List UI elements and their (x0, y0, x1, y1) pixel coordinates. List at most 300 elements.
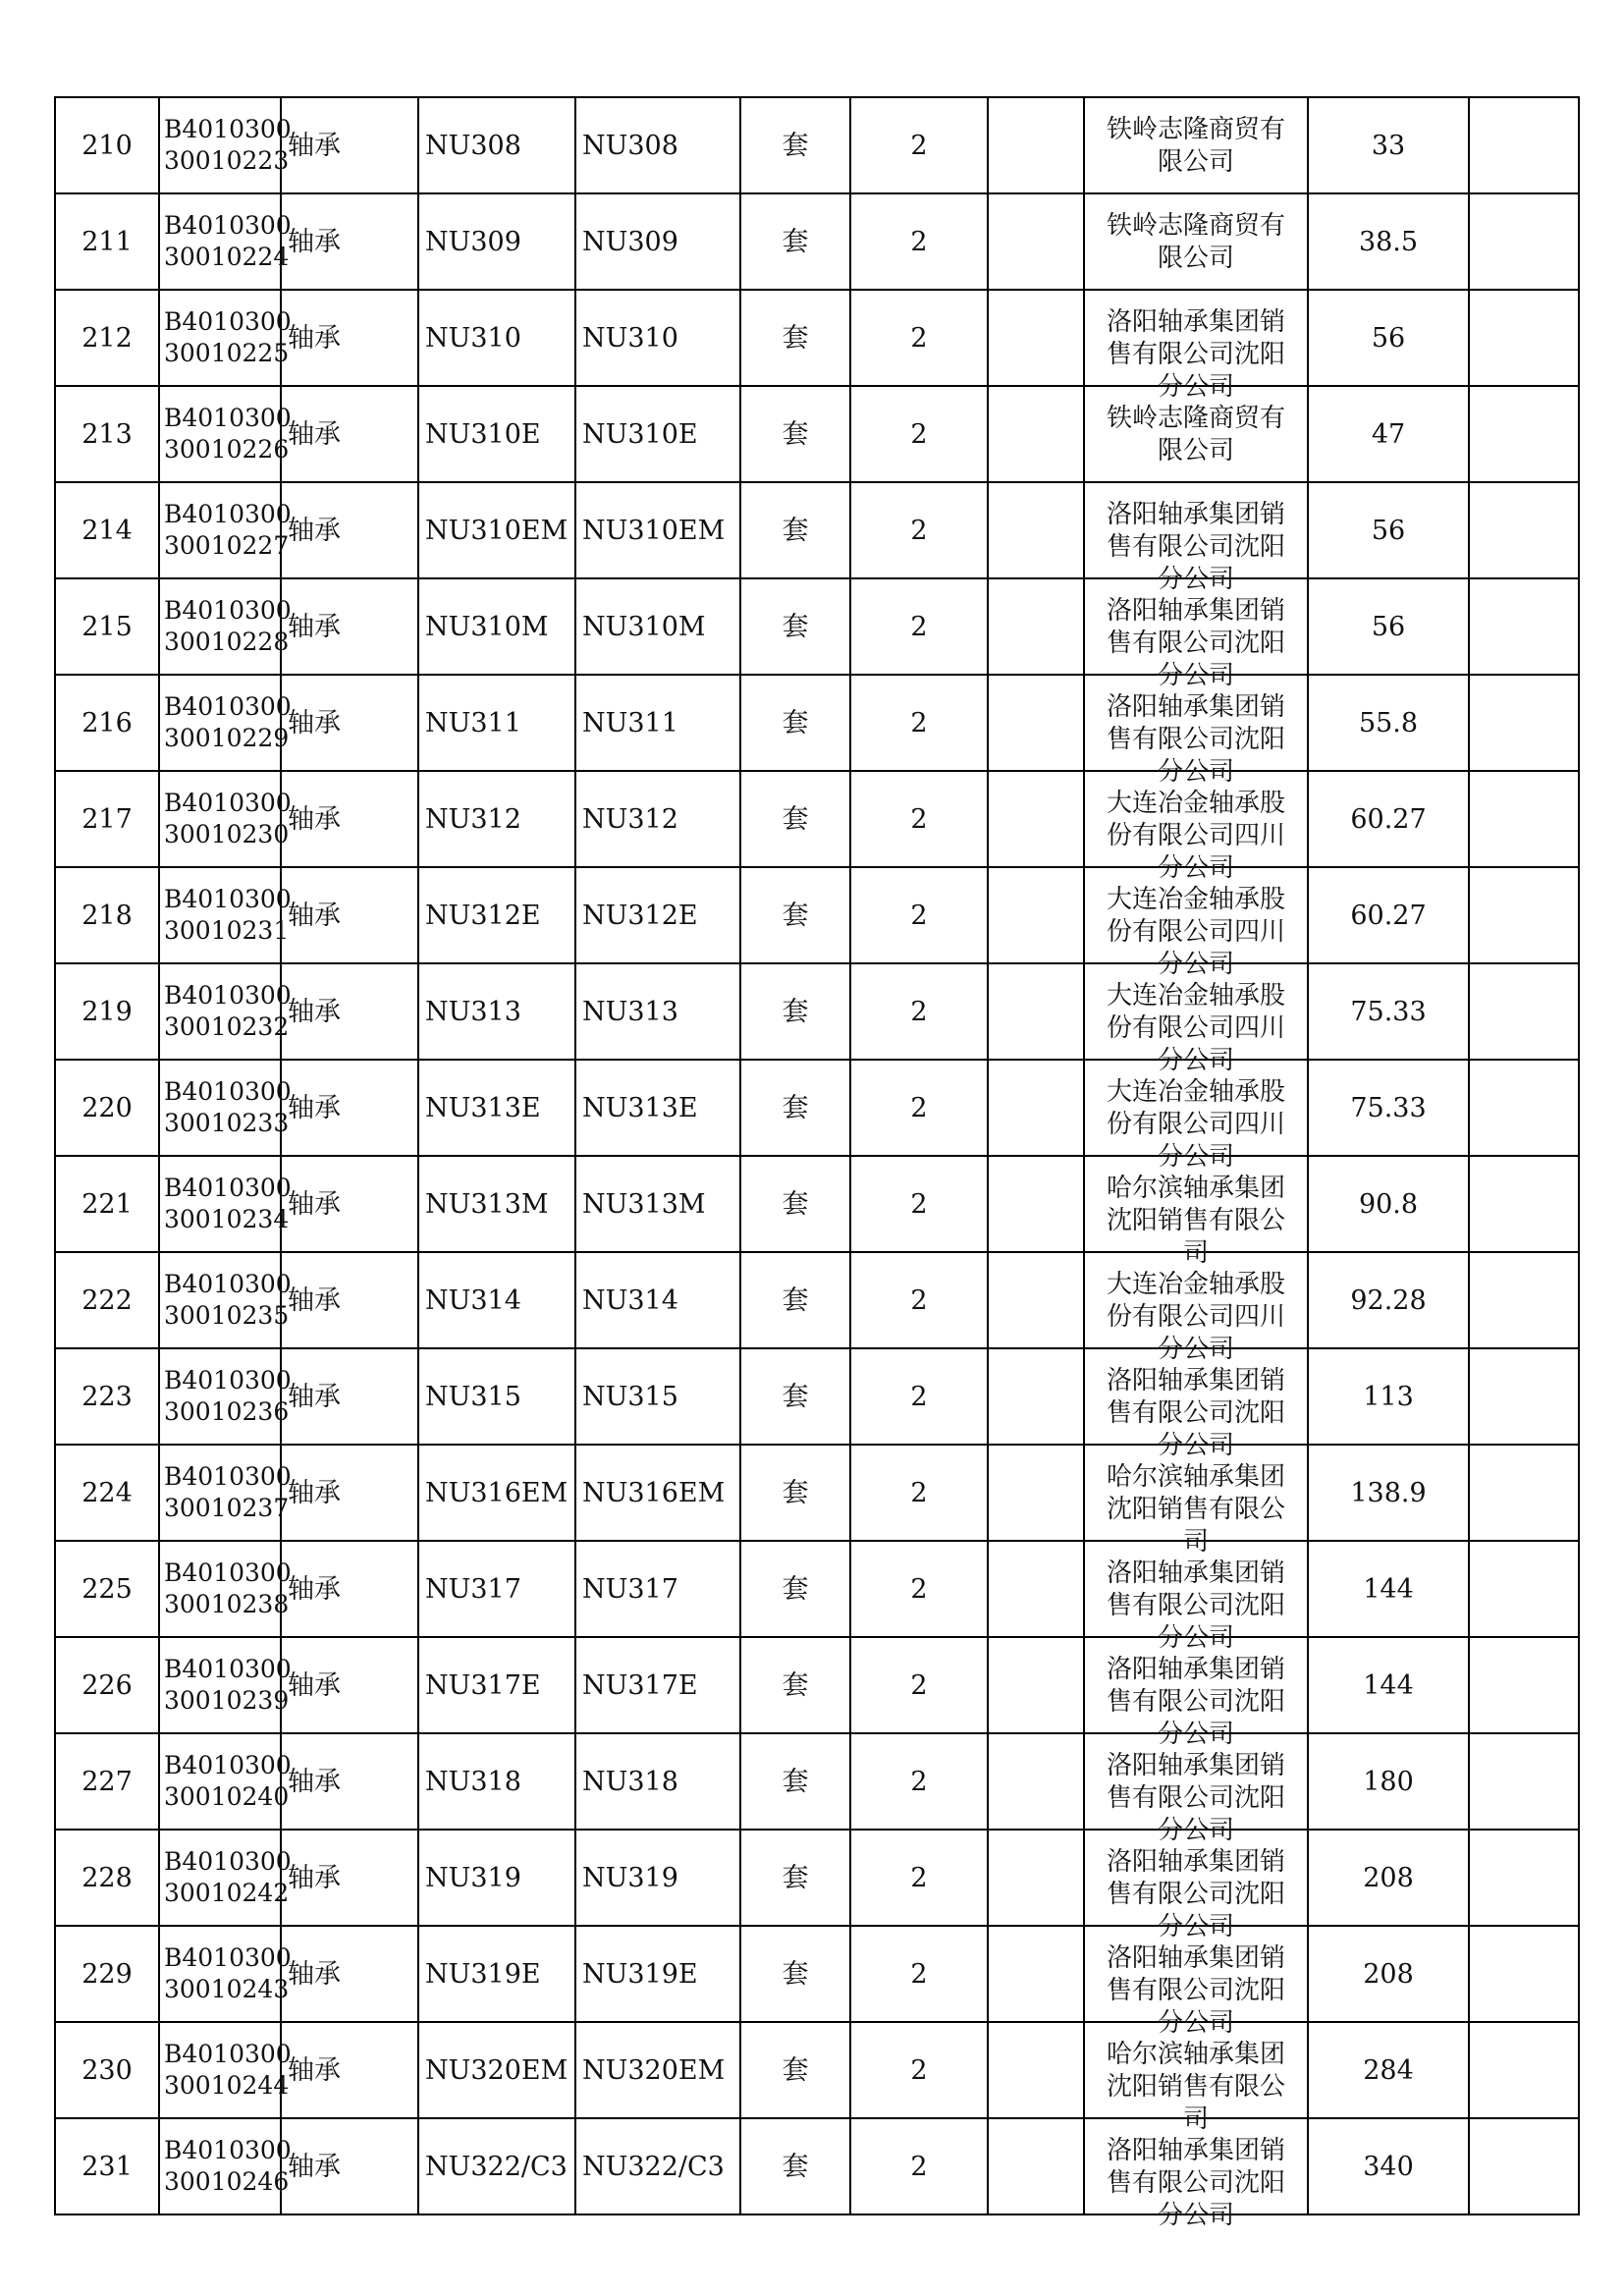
supplier-name-line: 洛阳轴承集团销 (1106, 1558, 1285, 1588)
row-number: 211 (55, 193, 159, 290)
supplier-name-line: 分公司 (1157, 1046, 1234, 1075)
blank-cell (988, 386, 1084, 482)
remark-cell (1469, 1060, 1579, 1156)
remark-cell (1469, 1733, 1579, 1830)
material-code-line: 30010246 (164, 2167, 290, 2196)
unit-price: 208 (1308, 1830, 1469, 1926)
item-name: 轴承 (281, 2118, 418, 2214)
supplier-name (1084, 482, 1308, 594)
blank-cell (988, 675, 1084, 771)
unit-price: 75.33 (1308, 963, 1469, 1060)
item-spec: NU316EM (418, 1445, 575, 1541)
material-code-line: B4010300 (164, 1174, 292, 1202)
item-spec: NU308 (418, 97, 575, 193)
blank-cell (988, 578, 1084, 675)
table-row (55, 1926, 1579, 2022)
item-spec: NU317E (418, 1637, 575, 1733)
unit-price: 33 (1308, 97, 1469, 193)
supplier-name-line: 售有限公司沈阳 (1106, 532, 1285, 562)
material-code-lines (164, 306, 292, 369)
blank-cell (988, 1541, 1084, 1637)
unit-price: 75.33 (1308, 1060, 1469, 1156)
material-code-line: B4010300 (164, 1077, 292, 1106)
remark-cell (1469, 290, 1579, 386)
item-unit: 套 (740, 771, 850, 867)
material-code-line: 30010234 (164, 1205, 290, 1233)
item-name: 轴承 (281, 2022, 418, 2118)
material-code-line: 30010235 (164, 1301, 290, 1330)
material-code (159, 1348, 292, 1445)
table-row (55, 2118, 1579, 2214)
supplier-name (1084, 97, 1308, 193)
item-quantity: 2 (850, 193, 988, 290)
blank-cell (988, 1926, 1084, 2022)
remark-cell (1469, 482, 1579, 578)
supplier-name-line: 铁岭志隆商贸有 (1106, 115, 1285, 144)
unit-price: 92.28 (1308, 1252, 1469, 1348)
item-model: NU318 (575, 1733, 740, 1830)
item-spec: NU318 (418, 1733, 575, 1830)
blank-cell (988, 867, 1084, 963)
unit-price: 284 (1308, 2022, 1469, 2118)
material-code-line: 30010237 (164, 1494, 290, 1522)
remark-cell (1469, 1348, 1579, 1445)
blank-cell (988, 482, 1084, 578)
supplier-name-line: 分公司 (1157, 1720, 1234, 1749)
table-row (55, 1348, 1579, 1445)
item-name: 轴承 (281, 97, 418, 193)
table-row (55, 97, 1579, 193)
material-code-line: 30010239 (164, 1686, 290, 1715)
row-number: 223 (55, 1348, 159, 1445)
item-name: 轴承 (281, 1541, 418, 1637)
material-code-lines (164, 884, 292, 947)
bearing-price-table (54, 96, 1580, 2230)
supplier-name-line: 洛阳轴承集团销 (1106, 1751, 1285, 1780)
material-code-lines (164, 788, 292, 850)
item-spec: NU314 (418, 1252, 575, 1348)
item-model: NU317 (575, 1541, 740, 1637)
row-number: 222 (55, 1252, 159, 1348)
unit-price: 55.8 (1308, 675, 1469, 771)
item-quantity: 2 (850, 867, 988, 963)
blank-cell (988, 193, 1084, 290)
material-code (159, 193, 292, 290)
supplier-name-line: 铁岭志隆商贸有 (1106, 404, 1285, 433)
material-code (159, 578, 292, 675)
item-quantity: 2 (850, 1733, 988, 1830)
supplier-name-line: 售有限公司沈阳 (1106, 1880, 1285, 1909)
item-unit: 套 (740, 2118, 850, 2214)
table-row (55, 1733, 1579, 1830)
material-code-lines (164, 1942, 292, 2005)
item-name: 轴承 (281, 1060, 418, 1156)
material-code-lines (164, 1750, 292, 1813)
material-code-lines (164, 2135, 292, 2198)
table-row (55, 482, 1579, 578)
supplier-name-line: 售有限公司沈阳 (1106, 340, 1285, 369)
item-unit: 套 (740, 386, 850, 482)
material-code-line: B4010300 (164, 596, 292, 625)
supplier-name-line: 分公司 (1157, 661, 1234, 690)
material-code-line: 30010227 (164, 531, 290, 560)
blank-cell (988, 1156, 1084, 1252)
item-quantity: 2 (850, 675, 988, 771)
material-code (159, 771, 292, 867)
material-code-line: 30010242 (164, 1879, 290, 1907)
remark-cell (1469, 578, 1579, 675)
item-model: NU322/C3 (575, 2118, 740, 2214)
item-quantity: 2 (850, 1637, 988, 1733)
material-code-line: B4010300 (164, 115, 292, 143)
material-code (159, 867, 292, 963)
material-code (159, 963, 292, 1060)
supplier-name-line: 份有限公司四川 (1106, 917, 1285, 947)
item-model: NU310 (575, 290, 740, 386)
item-quantity: 2 (850, 1926, 988, 2022)
table-body (55, 97, 1579, 2230)
blank-cell (988, 2118, 1084, 2214)
supplier-name-line: 份有限公司四川 (1106, 1302, 1285, 1332)
material-code-line: B4010300 (164, 1558, 292, 1587)
material-code-line: B4010300 (164, 981, 292, 1010)
item-spec: NU317 (418, 1541, 575, 1637)
material-code-lines (164, 210, 292, 273)
item-quantity: 2 (850, 97, 988, 193)
supplier-name-line: 分公司 (1157, 2201, 1234, 2230)
row-number: 217 (55, 771, 159, 867)
item-unit: 套 (740, 1252, 850, 1348)
material-code-line: 30010240 (164, 1782, 290, 1811)
item-name: 轴承 (281, 1252, 418, 1348)
material-code (159, 290, 292, 386)
unit-price: 60.27 (1308, 771, 1469, 867)
item-unit: 套 (740, 2022, 850, 2118)
material-code-line: B4010300 (164, 1366, 292, 1394)
unit-price: 60.27 (1308, 867, 1469, 963)
item-spec: NU311 (418, 675, 575, 771)
item-spec: NU312E (418, 867, 575, 963)
material-code-line: B4010300 (164, 1270, 292, 1298)
item-name: 轴承 (281, 386, 418, 482)
supplier-name-line: 大连冶金轴承股 (1106, 1077, 1285, 1107)
item-model: NU313M (575, 1156, 740, 1252)
item-name: 轴承 (281, 482, 418, 578)
row-number: 213 (55, 386, 159, 482)
item-unit: 套 (740, 290, 850, 386)
material-code-line: 30010244 (164, 2071, 290, 2100)
table-row (55, 675, 1579, 771)
remark-cell (1469, 771, 1579, 867)
supplier-name-line: 沈阳销售有限公 (1106, 1206, 1285, 1235)
item-model: NU313E (575, 1060, 740, 1156)
material-code-line: 30010226 (164, 435, 290, 464)
supplier-name-line: 洛阳轴承集团销 (1106, 692, 1285, 722)
material-code-line: 30010236 (164, 1397, 290, 1426)
item-name: 轴承 (281, 1830, 418, 1926)
supplier-name-line: 份有限公司四川 (1106, 821, 1285, 850)
supplier-name-line: 份有限公司四川 (1106, 1013, 1285, 1043)
table-row (55, 1541, 1579, 1637)
supplier-name (1084, 290, 1308, 402)
table-row (55, 771, 1579, 867)
item-name: 轴承 (281, 1156, 418, 1252)
item-quantity: 2 (850, 1445, 988, 1541)
material-code-lines (164, 1461, 292, 1524)
item-quantity: 2 (850, 2022, 988, 2118)
material-code (159, 1637, 292, 1733)
material-code (159, 1252, 292, 1348)
supplier-name-line: 洛阳轴承集团销 (1106, 1943, 1285, 1973)
row-number: 224 (55, 1445, 159, 1541)
row-number: 218 (55, 867, 159, 963)
unit-price: 340 (1308, 2118, 1469, 2214)
supplier-name-line: 分公司 (1157, 757, 1234, 787)
supplier-name-line: 洛阳轴承集团销 (1106, 500, 1285, 529)
table-row (55, 1252, 1579, 1348)
material-code-line: 30010224 (164, 243, 290, 271)
remark-cell (1469, 675, 1579, 771)
row-number: 226 (55, 1637, 159, 1733)
item-unit: 套 (740, 963, 850, 1060)
item-quantity: 2 (850, 963, 988, 1060)
unit-price: 47 (1308, 386, 1469, 482)
blank-cell (988, 1445, 1084, 1541)
item-model: NU319E (575, 1926, 740, 2022)
material-code (159, 1541, 292, 1637)
unit-price: 144 (1308, 1637, 1469, 1733)
material-code-line: 30010229 (164, 724, 290, 752)
material-code-lines (164, 1269, 292, 1332)
supplier-name-line: 司 (1182, 2105, 1209, 2134)
blank-cell (988, 1637, 1084, 1733)
blank-cell (988, 290, 1084, 386)
supplier-name-line: 大连冶金轴承股 (1106, 981, 1285, 1011)
material-code (159, 97, 292, 193)
unit-price: 144 (1308, 1541, 1469, 1637)
remark-cell (1469, 1830, 1579, 1926)
row-number: 231 (55, 2118, 159, 2214)
row-number: 227 (55, 1733, 159, 1830)
unit-price: 56 (1308, 578, 1469, 675)
row-number: 216 (55, 675, 159, 771)
item-unit: 套 (740, 675, 850, 771)
supplier-name-line: 沈阳销售有限公 (1106, 2072, 1285, 2102)
table-row (55, 1060, 1579, 1156)
unit-price: 138.9 (1308, 1445, 1469, 1541)
blank-cell (988, 97, 1084, 193)
unit-price: 208 (1308, 1926, 1469, 2022)
unit-price: 180 (1308, 1733, 1469, 1830)
material-code-line: 30010228 (164, 628, 290, 656)
item-spec: NU310E (418, 386, 575, 482)
item-spec: NU313 (418, 963, 575, 1060)
remark-cell (1469, 2118, 1579, 2214)
item-name: 轴承 (281, 963, 418, 1060)
material-code-line: B4010300 (164, 500, 292, 528)
material-code-line: 30010233 (164, 1109, 290, 1137)
material-code-lines (164, 499, 292, 562)
item-name: 轴承 (281, 578, 418, 675)
unit-price: 90.8 (1308, 1156, 1469, 1252)
material-code (159, 1060, 292, 1156)
material-code-line: B4010300 (164, 2040, 292, 2068)
material-code-lines (164, 1558, 292, 1620)
unit-price: 113 (1308, 1348, 1469, 1445)
material-code-line: 30010223 (164, 146, 290, 175)
supplier-name-line: 洛阳轴承集团销 (1106, 596, 1285, 626)
supplier-name-line: 分公司 (1157, 372, 1234, 402)
remark-cell (1469, 1926, 1579, 2022)
supplier-name-line: 限公司 (1157, 436, 1234, 465)
row-number: 219 (55, 963, 159, 1060)
material-code-lines (164, 595, 292, 658)
table-row (55, 1637, 1579, 1733)
item-spec: NU322/C3 (418, 2118, 575, 2214)
item-model: NU312 (575, 771, 740, 867)
blank-cell (988, 963, 1084, 1060)
blank-cell (988, 771, 1084, 867)
item-unit: 套 (740, 578, 850, 675)
supplier-name-line: 洛阳轴承集团销 (1106, 1655, 1285, 1684)
material-code-lines (164, 1654, 292, 1717)
item-quantity: 2 (850, 290, 988, 386)
row-number: 221 (55, 1156, 159, 1252)
item-spec: NU312 (418, 771, 575, 867)
row-number: 225 (55, 1541, 159, 1637)
item-model: NU319 (575, 1830, 740, 1926)
supplier-name-line: 售有限公司沈阳 (1106, 629, 1285, 658)
supplier-name (1084, 193, 1308, 290)
material-code-line: B4010300 (164, 1943, 292, 1972)
item-spec: NU320EM (418, 2022, 575, 2118)
supplier-name-line: 售有限公司沈阳 (1106, 1591, 1285, 1620)
material-code-line: 30010231 (164, 916, 290, 945)
table-row (55, 290, 1579, 386)
blank-cell (988, 1348, 1084, 1445)
supplier-name-line: 洛阳轴承集团销 (1106, 2136, 1285, 2165)
item-name: 轴承 (281, 1445, 418, 1541)
item-quantity: 2 (850, 1156, 988, 1252)
material-code (159, 2118, 292, 2214)
supplier-name-line: 份有限公司四川 (1106, 1110, 1285, 1139)
material-code (159, 386, 292, 482)
row-number: 229 (55, 1926, 159, 2022)
material-code-line: B4010300 (164, 885, 292, 913)
row-number: 228 (55, 1830, 159, 1926)
material-code (159, 675, 292, 771)
item-model: NU310M (575, 578, 740, 675)
supplier-name-line: 分公司 (1157, 1142, 1234, 1172)
unit-price: 38.5 (1308, 193, 1469, 290)
item-name: 轴承 (281, 1348, 418, 1445)
table-row (55, 2022, 1579, 2118)
item-spec: NU310M (418, 578, 575, 675)
item-name: 轴承 (281, 771, 418, 867)
item-quantity: 2 (850, 1830, 988, 1926)
item-model: NU316EM (575, 1445, 740, 1541)
supplier-name-lines (1085, 194, 1307, 289)
item-quantity: 2 (850, 1060, 988, 1156)
supplier-name-line: 哈尔滨轴承集团 (1106, 1174, 1285, 1203)
table-row (55, 578, 1579, 675)
table-row (55, 386, 1579, 482)
row-number: 220 (55, 1060, 159, 1156)
material-code-line: 30010225 (164, 339, 290, 367)
material-code-lines (164, 1846, 292, 1909)
row-number: 215 (55, 578, 159, 675)
remark-cell (1469, 867, 1579, 963)
supplier-name-line: 分公司 (1157, 1623, 1234, 1653)
material-code-line: B4010300 (164, 1751, 292, 1779)
material-code-lines (164, 2039, 292, 2102)
supplier-name-line: 分公司 (1157, 853, 1234, 883)
material-code-lines (164, 691, 292, 754)
material-code-line: 30010238 (164, 1590, 290, 1618)
supplier-name-line: 大连冶金轴承股 (1106, 1270, 1285, 1299)
blank-cell (988, 1733, 1084, 1830)
item-name: 轴承 (281, 1926, 418, 2022)
item-model: NU311 (575, 675, 740, 771)
item-unit: 套 (740, 482, 850, 578)
item-model: NU310EM (575, 482, 740, 578)
supplier-name-line: 分公司 (1157, 565, 1234, 594)
item-unit: 套 (740, 1733, 850, 1830)
item-unit: 套 (740, 1637, 850, 1733)
supplier-name-lines (1085, 98, 1307, 192)
item-name: 轴承 (281, 1733, 418, 1830)
material-code (159, 2022, 292, 2118)
material-code (159, 1926, 292, 2022)
material-code (159, 1830, 292, 1926)
blank-cell (988, 1252, 1084, 1348)
unit-price: 56 (1308, 482, 1469, 578)
supplier-name-line: 售有限公司沈阳 (1106, 1398, 1285, 1428)
item-quantity: 2 (850, 2118, 988, 2214)
remark-cell (1469, 1252, 1579, 1348)
supplier-name-line: 分公司 (1157, 2008, 1234, 2038)
table-row (55, 193, 1579, 290)
material-code-lines (164, 114, 292, 177)
remark-cell (1469, 1637, 1579, 1733)
item-unit: 套 (740, 1156, 850, 1252)
row-number: 212 (55, 290, 159, 386)
item-spec: NU319 (418, 1830, 575, 1926)
supplier-name-line: 洛阳轴承集团销 (1106, 307, 1285, 337)
item-model: NU315 (575, 1348, 740, 1445)
material-code-line: B4010300 (164, 211, 292, 240)
item-model: NU317E (575, 1637, 740, 1733)
item-spec: NU313E (418, 1060, 575, 1156)
material-code-line: B4010300 (164, 404, 292, 432)
item-quantity: 2 (850, 386, 988, 482)
supplier-name-line: 分公司 (1157, 1335, 1234, 1364)
item-model: NU308 (575, 97, 740, 193)
item-quantity: 2 (850, 771, 988, 867)
blank-cell (988, 1830, 1084, 1926)
material-code-line: B4010300 (164, 692, 292, 721)
material-code-line: B4010300 (164, 1655, 292, 1683)
item-spec: NU310EM (418, 482, 575, 578)
item-quantity: 2 (850, 482, 988, 578)
item-spec: NU310 (418, 290, 575, 386)
supplier-name-lines (1085, 483, 1307, 594)
supplier-name-line: 售有限公司沈阳 (1106, 2168, 1285, 2198)
supplier-name-line: 分公司 (1157, 1912, 1234, 1941)
remark-cell (1469, 1445, 1579, 1541)
supplier-name-lines (1085, 291, 1307, 402)
blank-cell (988, 1060, 1084, 1156)
